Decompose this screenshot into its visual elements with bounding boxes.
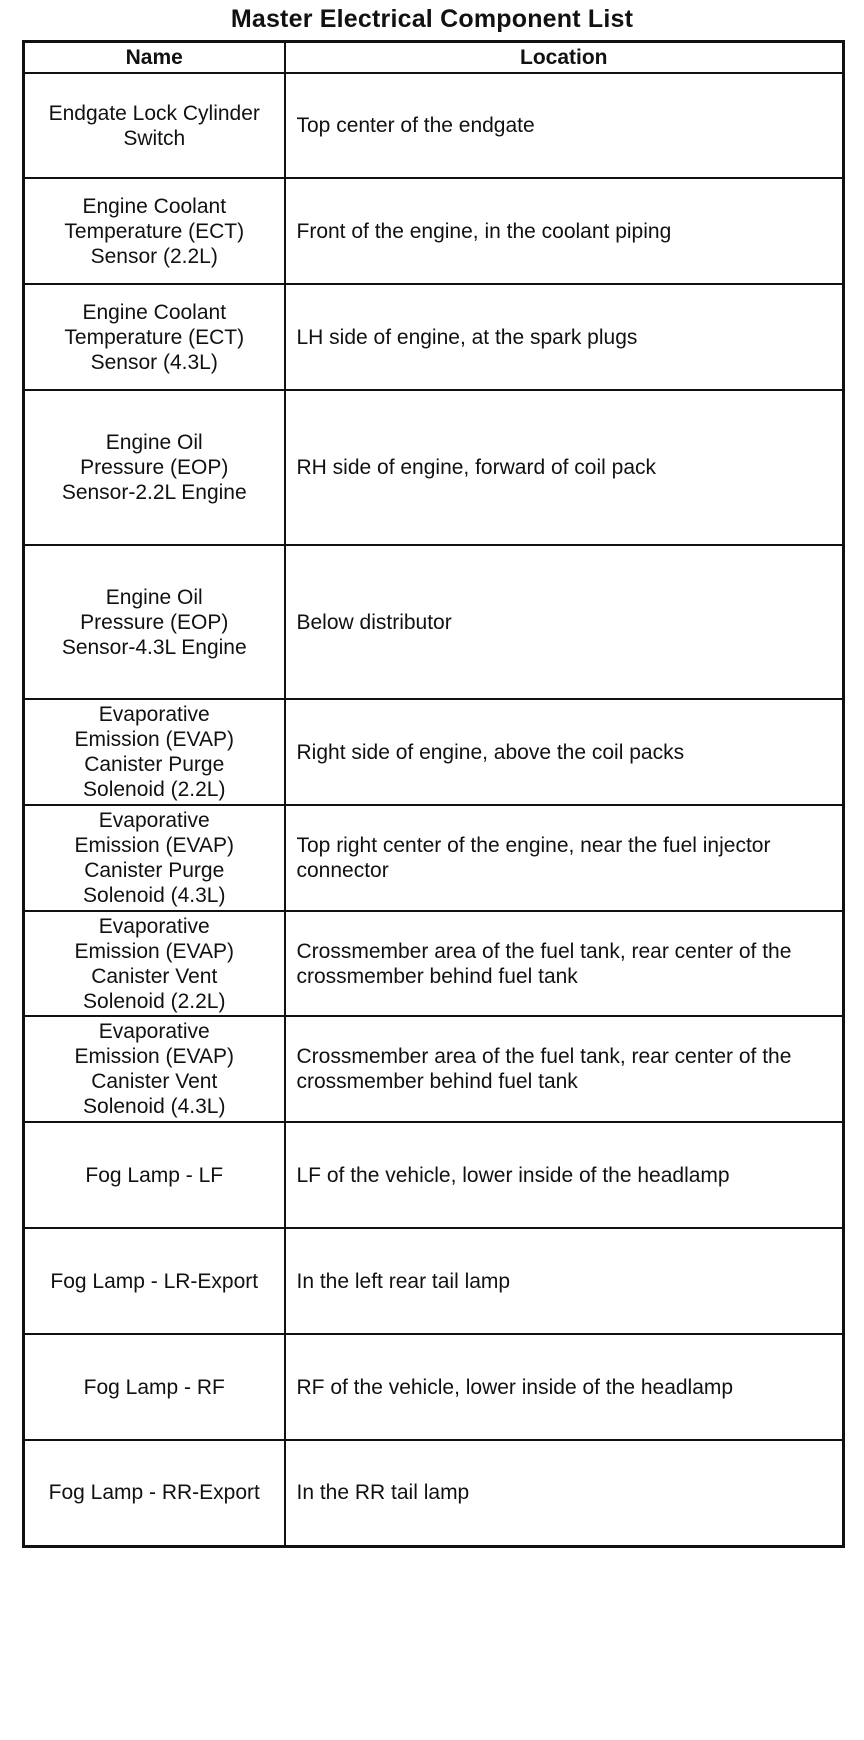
component-name-cell bbox=[24, 284, 285, 390]
table-row bbox=[24, 1122, 844, 1228]
table-row bbox=[24, 545, 844, 699]
component-name-line: Evaporative bbox=[98, 914, 210, 938]
component-name-cell bbox=[24, 1228, 285, 1334]
component-name-line: Evaporative bbox=[98, 703, 210, 726]
component-name-cell bbox=[24, 178, 285, 284]
table-row bbox=[24, 178, 844, 284]
component-name-line: Sensor (2.2L) bbox=[90, 244, 218, 268]
table-row bbox=[24, 699, 844, 805]
component-location-cell: RF of the vehicle, lower inside of the headlamp bbox=[285, 1334, 844, 1440]
component-location-cell: Top right center of the engine, near the fuel injector connector bbox=[285, 805, 844, 911]
column-header-location: Location bbox=[285, 42, 844, 74]
component-name-line: Canister Vent bbox=[91, 1070, 218, 1093]
page-title: Master Electrical Component List bbox=[230, 5, 634, 33]
component-name-line: Fog Lamp - LF bbox=[85, 1163, 224, 1187]
component-name-line: Endgate Lock Cylinder bbox=[48, 101, 260, 125]
component-location-cell: In the RR tail lamp bbox=[285, 1440, 844, 1546]
component-name-line: Temperature (ECT) bbox=[64, 219, 245, 243]
component-location-cell: RH side of engine, forward of coil pack bbox=[285, 390, 844, 545]
component-name-line: Fog Lamp - RF bbox=[83, 1375, 225, 1399]
component-name-cell bbox=[24, 1016, 285, 1122]
table-row bbox=[24, 390, 844, 545]
component-table bbox=[22, 40, 845, 1548]
component-location-cell: Right side of engine, above the coil packs bbox=[285, 699, 844, 805]
table-header-row bbox=[24, 42, 844, 74]
component-location-cell: Below distributor bbox=[285, 545, 844, 699]
component-location-cell: LF of the vehicle, lower inside of the headlamp bbox=[285, 1122, 844, 1228]
component-name-line: Emission (EVAP) bbox=[74, 728, 234, 751]
component-location-cell: LH side of engine, at the spark plugs bbox=[285, 284, 844, 390]
table-row bbox=[24, 805, 844, 911]
component-name-cell bbox=[24, 1122, 285, 1228]
component-name-line: Solenoid (2.2L) bbox=[83, 778, 226, 801]
component-name-line: Canister Purge bbox=[84, 753, 225, 776]
component-name-line: Pressure (EOP) bbox=[80, 610, 229, 634]
component-name-line: Canister Purge bbox=[84, 859, 225, 882]
component-location-cell: Top center of the endgate bbox=[285, 73, 844, 178]
component-name-line: Engine Coolant bbox=[82, 300, 227, 324]
table-row bbox=[24, 284, 844, 390]
component-name-line: Canister Vent bbox=[91, 964, 218, 988]
table-body bbox=[24, 73, 844, 1546]
component-name-line: Emission (EVAP) bbox=[74, 1045, 234, 1068]
component-name-line: Evaporative bbox=[98, 1020, 210, 1043]
component-name-line: Temperature (ECT) bbox=[64, 325, 245, 349]
table-row bbox=[24, 911, 844, 1016]
component-name-line: Engine Oil bbox=[105, 431, 203, 454]
component-name-cell bbox=[24, 390, 285, 545]
table-row bbox=[24, 1334, 844, 1440]
component-name-cell bbox=[24, 911, 285, 1016]
table-row bbox=[24, 1228, 844, 1334]
component-name-line: Fog Lamp - LR-Export bbox=[50, 1269, 259, 1293]
component-name-cell bbox=[24, 1440, 285, 1546]
column-header-name: Name bbox=[24, 42, 285, 74]
table-row bbox=[24, 73, 844, 178]
component-name-line: Engine Oil bbox=[105, 585, 203, 609]
component-name-line: Sensor-2.2L Engine bbox=[61, 481, 247, 504]
table-row bbox=[24, 1016, 844, 1122]
component-name-line: Solenoid (4.3L) bbox=[83, 884, 226, 907]
component-name-line: Emission (EVAP) bbox=[74, 834, 234, 857]
component-name-line: Solenoid (4.3L) bbox=[83, 1095, 226, 1118]
component-name-cell bbox=[24, 699, 285, 805]
table-row bbox=[24, 1440, 844, 1546]
component-location-cell: Crossmember area of the fuel tank, rear center of the crossmember behind fuel tank bbox=[285, 911, 844, 1016]
component-name-line: Solenoid (2.2L) bbox=[83, 989, 226, 1013]
component-name-line: Sensor (4.3L) bbox=[90, 350, 218, 374]
component-name-cell bbox=[24, 545, 285, 699]
component-location-cell: Front of the engine, in the coolant piping bbox=[285, 178, 844, 284]
component-name-line: Pressure (EOP) bbox=[80, 456, 229, 479]
component-name-cell bbox=[24, 1334, 285, 1440]
component-name-cell bbox=[24, 73, 285, 178]
component-location-cell: In the left rear tail lamp bbox=[285, 1228, 844, 1334]
component-name-line: Fog Lamp - RR-Export bbox=[48, 1481, 260, 1505]
component-location-cell: Crossmember area of the fuel tank, rear center of the crossmember behind fuel tank bbox=[285, 1016, 844, 1122]
component-name-line: Emission (EVAP) bbox=[74, 939, 234, 963]
component-name-line: Switch bbox=[123, 126, 186, 150]
component-name-line: Evaporative bbox=[98, 809, 210, 832]
component-name-cell bbox=[24, 805, 285, 911]
component-name-line: Sensor-4.3L Engine bbox=[61, 635, 247, 659]
component-name-line: Engine Coolant bbox=[82, 194, 227, 218]
